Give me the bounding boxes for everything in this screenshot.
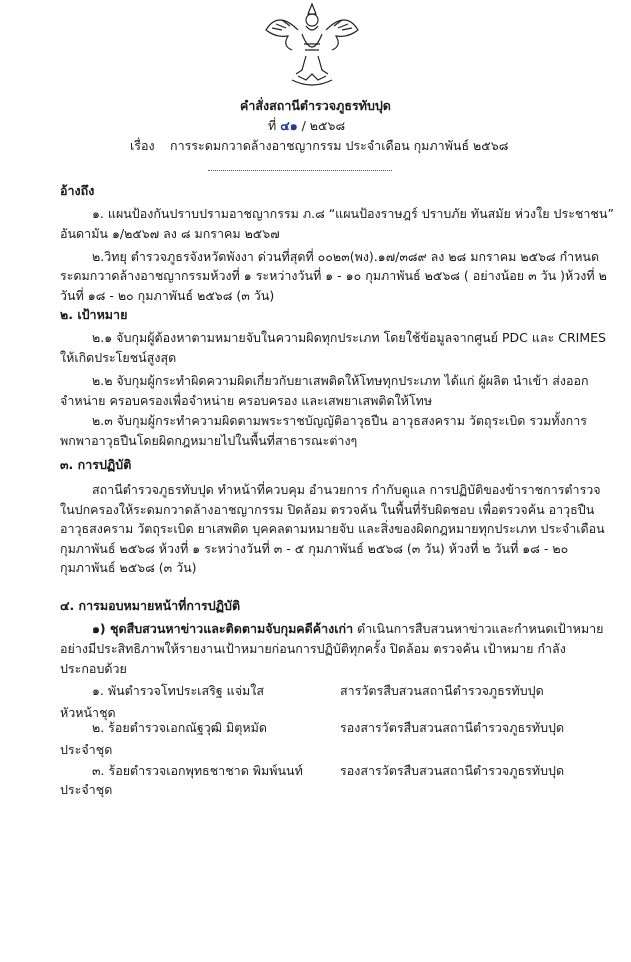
order-number-handwritten: ๔๑: [280, 118, 298, 133]
assignment-heading: ๔. การมอบหมายหน้าที่การปฏิบัติ: [60, 598, 241, 613]
team-line-1: [92, 621, 604, 636]
reference-heading: อ้างถึง: [60, 183, 95, 198]
target-item-3-line-1: ๒.๓ จับกุมผู้กระทำความผิดตามพระราชบัญญัติอาวุธปืน อาวุธสงคราม วัตถุระเบิด รวมทั้งการ: [92, 413, 587, 428]
practice-line-4: กุมภาพันธ์ ๒๕๖๘ ห้วงที่ ๑ ระหว่างวันที่ ๓ - ๕ กุมภาพันธ์ ๒๕๖๘ (๓ วัน) ห้วงที่ ๒ วันที่ ๑๘ - ๒๐: [60, 541, 569, 556]
reference-item-1-line-1: ๑. แผนป้องกันปราบปรามอาชญากรรม ภ.๘ “แผนป้องราษฎร์ ปราบภัย ทันสมัย ห่วงใย ประชาชน”: [92, 206, 614, 221]
target-heading: ๒. เป้าหมาย: [60, 307, 128, 322]
reference-item-2-line-3: วันที่ ๑๘ - ๒๐ กุมภาพันธ์ ๒๕๖๘ (๓ วัน): [60, 288, 275, 303]
target-item-2-line-1: ๒.๒ จับกุมผู้กระทำผิดความผิดเกี่ยวกับยาเสพติดให้โทษทุกประเภท ได้แก่ ผู้ผลิต นำเข้า ส่งออก: [92, 373, 589, 388]
member-3-position: รองสารวัตรสืบสวนสถานีตำรวจภูธรทับปุด: [340, 763, 565, 778]
member-2-position: รองสารวัตรสืบสวนสถานีตำรวจภูธรทับปุด: [340, 720, 565, 735]
header-divider: [208, 170, 392, 171]
team-line-3: ประกอบด้วย: [60, 661, 127, 676]
target-item-2-line-2: จำหน่าย ครอบครองเพื่อจำหน่าย ครอบครอง และเสพยาเสพติดให้โทษ: [60, 393, 433, 408]
order-number: [268, 118, 345, 133]
target-item-1-line-2: ให้เกิดประโยชน์สูงสุด: [60, 350, 177, 365]
order-number-prefix: ที่: [268, 118, 277, 133]
subject-label: เรื่อง: [130, 138, 155, 153]
member-2-role: ประจำชุด: [60, 742, 113, 757]
practice-heading: ๓. การปฏิบัติ: [60, 457, 132, 472]
practice-line-2: ในปกครองให้ระดมกวาดล้างอาชญากรรม ปิดล้อม ตรวจค้น ในพื้นที่รับผิดชอบ เพื่อตรวจค้น อาวุธปืน: [60, 502, 595, 517]
subject-text: การระดมกวาดล้างอาชญากรรม ประจำเดือน กุมภาพันธ์ ๒๕๖๘: [170, 138, 509, 153]
team-line-1-rest: ดำเนินการสืบสวนหาข่าวและกำหนดเป้าหมาย: [357, 621, 604, 636]
order-number-suffix: / ๒๕๖๘: [301, 118, 346, 133]
reference-item-2-line-1: ๒.วิทยุ ตำรวจภูธรจังหวัดพังงา ด่วนที่สุดที่ ๐๐๒๓(พง).๑๗/๓๘๙ ลง ๒๘ มกราคม ๒๕๖๘ กำหนด: [92, 249, 600, 264]
practice-line-3: อาวุธสงคราม วัตถุระเบิด ยาเสพติด บุคคลตามหมายจับ และสิ่งของผิดกฎหมายทุกประเภท ประจำเดือน: [60, 521, 605, 536]
reference-item-1-line-2: อันดามัน ๑/๒๕๖๗ ลง ๘ มกราคม ๒๕๖๗: [60, 226, 280, 241]
member-2-name: ๒. ร้อยตำรวจเอกณัฐวุฒิ มิตุหมัด: [92, 720, 268, 735]
garuda-emblem-icon: [258, 0, 366, 88]
target-item-3-line-2: พกพาอาวุธปืนโดยผิดกฎหมายไปในพื้นที่สาธารณะต่างๆ: [60, 433, 358, 448]
member-1-role: หัวหน้าชุด: [60, 705, 116, 720]
member-3-name: ๓. ร้อยตำรวจเอกพุทธชาชาด พิมพ์นนท์: [92, 763, 303, 778]
practice-line-5: กุมภาพันธ์ ๒๕๖๘ (๓ วัน): [60, 560, 197, 575]
document-title: คำสั่งสถานีตำรวจภูธรทับปุด: [240, 98, 391, 113]
team-heading: ๑) ชุดสืบสวนหาข่าวและติดตามจับกุมคดีค้างเก่า: [92, 621, 354, 636]
member-1-name: ๑. พันตำรวจโทประเสริฐ แจ่มใส: [92, 683, 265, 698]
team-line-2: อย่างมีประสิทธิภาพให้รายงานเป้าหมายก่อนการปฏิบัติทุกครั้ง ปิดล้อม ตรวจค้น เป้าหมาย กำลัง: [60, 641, 566, 656]
target-item-1-line-1: ๒.๑ จับกุมผู้ต้องหาตามหมายจับในความผิดทุกประเภท โดยใช้ข้อมูลจากศูนย์ PDC และ CRIMES: [92, 330, 606, 345]
reference-item-2-line-2: ระดมกวาดล้างอาชญากรรมห้วงที่ ๑ ระหว่างวันที่ ๑ - ๑๐ กุมภาพันธ์ ๒๕๖๘ ( อย่างน้อย ๓ วัน )ห้วงที่ ๒: [60, 268, 607, 283]
member-3-role: ประจำชุด: [60, 782, 113, 797]
practice-line-1: สถานีตำรวจภูธรทับปุด ทำหน้าที่ควบคุม อำนวยการ กำกับดูแล การปฏิบัติของข้าราชการตำรวจ: [92, 482, 601, 497]
member-1-position: สารวัตรสืบสวนสถานีตำรวจภูธรทับปุด: [340, 683, 544, 698]
